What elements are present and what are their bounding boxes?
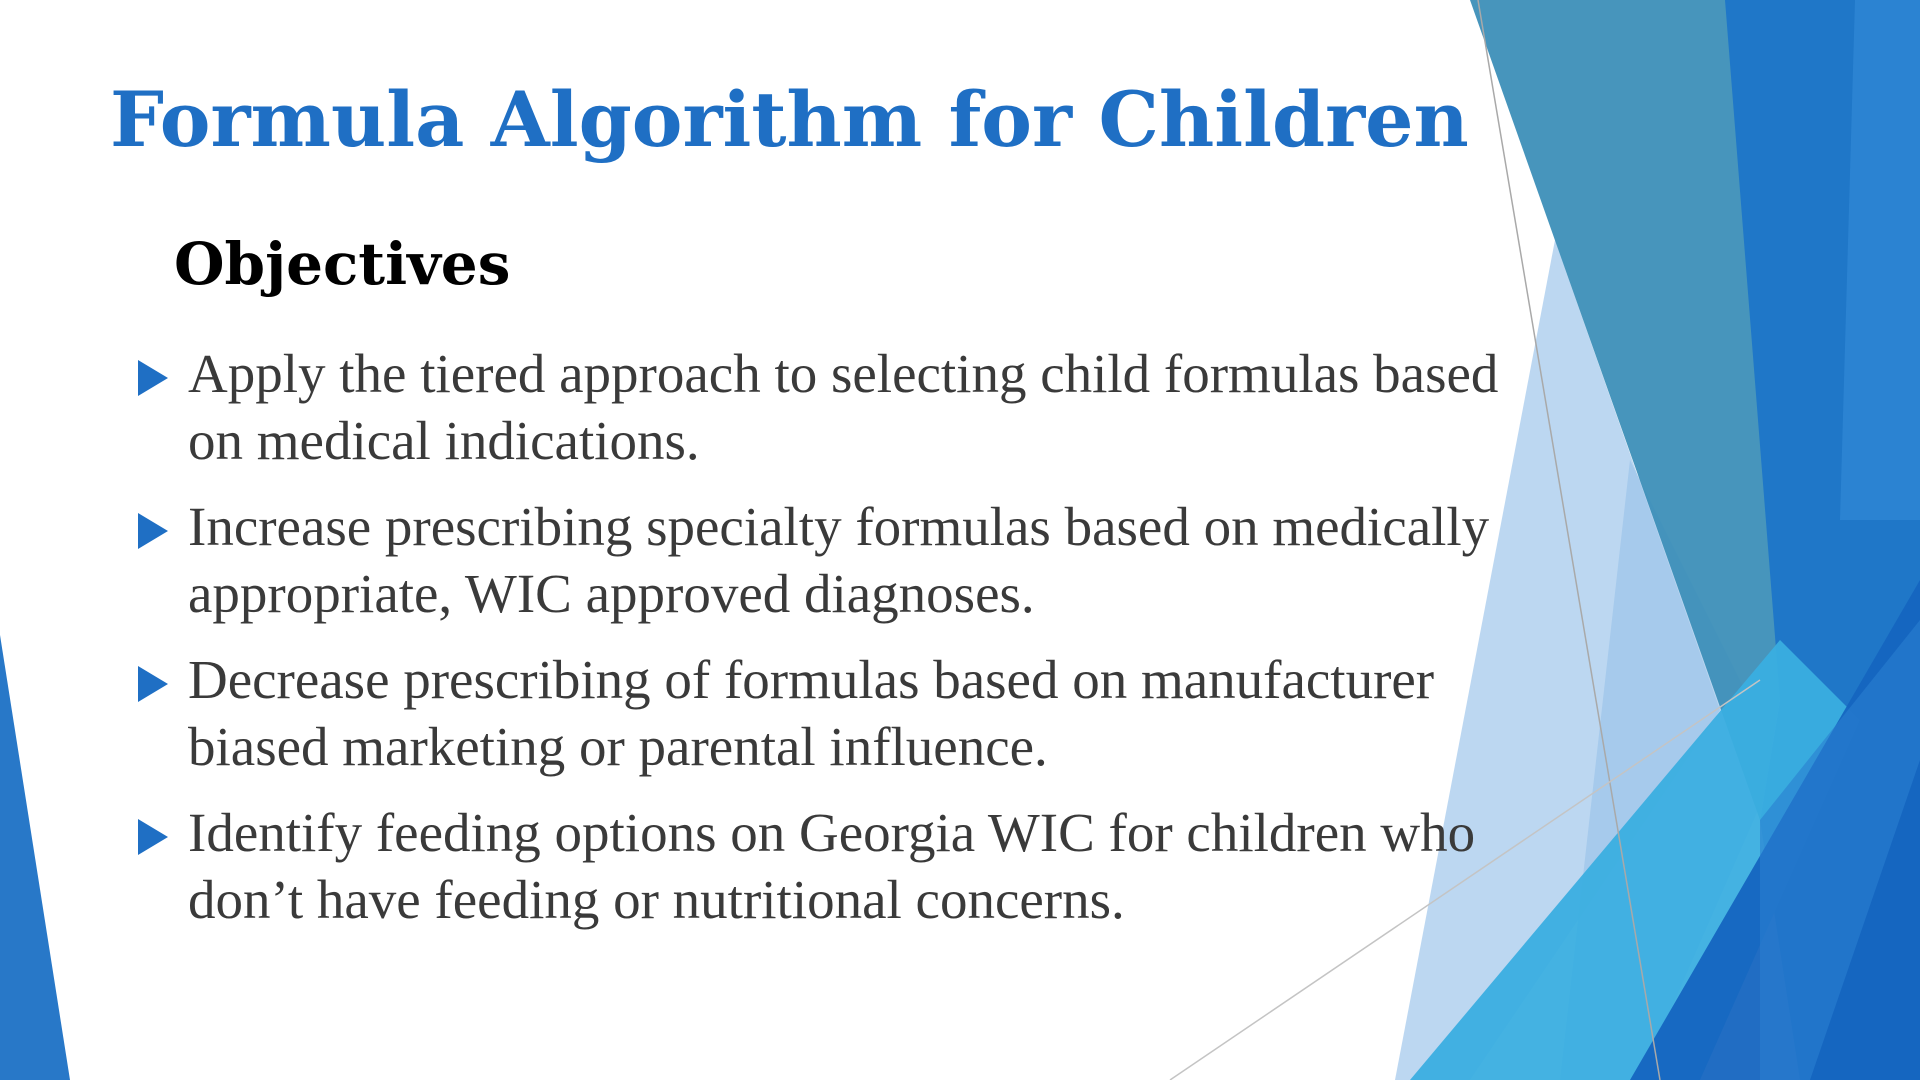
triangle-bullet-icon bbox=[138, 666, 168, 702]
objective-text: Decrease prescribing of formulas based on manufacturer biased marketing or parental influence. bbox=[188, 649, 1435, 777]
slide-title: Formula Algorithm for Children bbox=[110, 75, 1469, 164]
objectives-heading: Objectives bbox=[174, 230, 511, 298]
objective-text: Increase prescribing specialty formulas based on medically appropriate, WIC approved diagnoses. bbox=[188, 496, 1490, 624]
left-edge-shape bbox=[0, 635, 70, 1080]
objective-item-3 bbox=[132, 646, 1522, 780]
objective-text: Identify feeding options on Georgia WIC for children who don’t have feeding or nutritional concerns. bbox=[188, 802, 1476, 930]
triangle-bullet-icon bbox=[138, 819, 168, 855]
triangle-bullet-icon bbox=[138, 513, 168, 549]
objective-text: Apply the tiered approach to selecting child formulas based on medical indications. bbox=[188, 343, 1499, 471]
objective-item-4 bbox=[132, 799, 1522, 933]
objectives-list bbox=[132, 340, 1522, 952]
triangle-bullet-icon bbox=[138, 360, 168, 396]
objective-item-1 bbox=[132, 340, 1522, 474]
objective-item-2 bbox=[132, 493, 1522, 627]
